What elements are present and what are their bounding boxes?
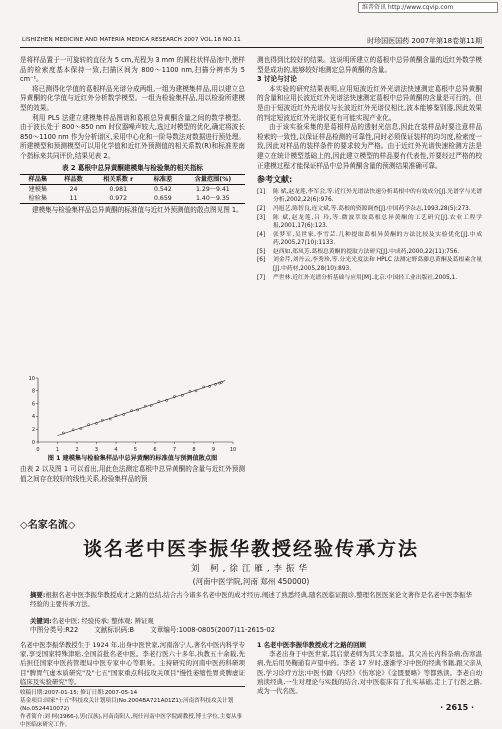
paragraph: 由表 2 以及图 1 可以看出,用此色法测定葛根中总异黄酮的含量与近红外预测值之间存在较好的线性关系,检验集样品的预: [20, 465, 245, 483]
footnote-line: 收稿日期:2007-01-15; 修订日期:2007-05-14: [20, 690, 138, 696]
table-cell: 0.972: [109, 195, 128, 203]
footnote: [20, 686, 245, 729]
y-tick-label: 8: [31, 388, 35, 395]
reference-item: [257, 188, 482, 205]
reference-item: [257, 248, 482, 257]
watermark: 维普资讯 http://www.cqvip.com: [358, 2, 498, 13]
reference-item: [257, 274, 482, 283]
abstract: [30, 591, 472, 609]
paragraph: 将已测得化学值的葛根样品光谱分成两组,一组为建模集样品,用以建立总异黄酮的化学值与近红外分析数学模型。一组为检验集样品,用以检验所建模型的效果。: [20, 84, 245, 112]
section-heading: 1 名老中医李振华教授成才之路的回顾: [257, 641, 366, 649]
left-column: [20, 56, 245, 216]
footnote-line: 作者简介:刘 柯(1966-),男(汉族),河南南阳人,现任河南中医学院副教授,博士学位,主要从事中医临床研究工作。: [20, 714, 243, 728]
references-heading: 参考文献:: [257, 175, 293, 185]
reference-text: 陈 斌,赵龙莲,吕 玲,等.微波萃取葛根总异黄酮的工艺研究[J].农业工程学报,2001,17(6):123.: [273, 214, 482, 230]
article-title: 谈名老中医李振华教授经验传承方法: [82, 538, 419, 560]
reference-number: [5]: [257, 248, 266, 255]
reference-number: [2]: [257, 205, 266, 212]
keywords: [30, 617, 472, 626]
table-cell: 0.659: [154, 195, 172, 203]
scatter-chart: [24, 374, 239, 454]
abstract-text: 根据名老中医李振华教授成才之路的总结,结合古今诸多名老中医的成才经历,阐述了熟悉经典,随名医临证跟诊,整理名医医案论文著作是名老中医李振华经验的主要传承方法。: [30, 591, 473, 609]
x-tick-label: 0: [36, 447, 40, 453]
reference-text: 张梦军,吴世家,李雪芸.几种提取葛根异黄酮的方法比较及实验优化[J].中成药,2005,27(10):1133.: [273, 231, 482, 247]
right-column: [257, 56, 482, 282]
x-tick-label: 6: [153, 447, 157, 453]
clc-number: 中图分类号:R22: [30, 626, 79, 634]
y-tick-label: 10: [28, 375, 35, 382]
y-tick-label: 4: [31, 414, 35, 421]
table-cell: 1.40～9.35: [195, 195, 230, 203]
y-tick-label: 2: [31, 427, 35, 433]
keywords-text: 名老中医; 经验传承; 整体观; 辨证观: [51, 617, 154, 625]
body-left-column: 名老中医李振华教授生于 1924 年,出身中医世家,河南洛宁人,著名中医内科学专家,享受国家特殊津贴,全国首批名老中医。李老行医六十多年,执教五十余载,先后担任国家中医药管理局中医专家中心等职务。主持研究的河南中医药科研项目"脾胃气虚本质研究"及"七五"国家重点科技攻关项目"慢性萎缩性胃炎脾虚证临床及实验研究"等。: [20, 641, 245, 686]
author-affiliation: (河南中医学院,河南 郑州 450000): [192, 577, 310, 586]
table-cell: 11: [69, 195, 78, 203]
table-header: 相关系数 r: [103, 176, 134, 184]
reference-item: [257, 256, 482, 273]
data-table: [20, 174, 245, 204]
footnote-line: 基金项目:国家"十五"科技攻关计划项目(No.2004BA721A01Z1);河南省科技攻关计划(No.0524410072): [20, 698, 234, 712]
section-heading: 3 讨论与讨论: [257, 75, 297, 84]
header-chinese: 时珍国医国药 2007年第18卷第11期: [367, 37, 482, 45]
column-label: ◇名家名流◇: [20, 520, 76, 531]
reference-number: [7]: [257, 274, 266, 281]
references-list: [257, 188, 482, 283]
table-cell: 建模集: [28, 186, 48, 194]
reference-item: [257, 205, 482, 214]
keywords-label: 关键词:: [30, 617, 52, 625]
paragraph: 李老出身于中医世家,其启蒙老师为其父李景德。其父善长内科杂病,伤寒温病,先后用吴鞠通有声望中药。李老 17 岁时,逐渐学习中医的经典书籍,跟父亲从医,学习诊疗方法;中医书籍《内经》《伤寒论》《金匮要略》等都熟读。李老自幼熟读经典,一生对理论与实践的结合,对中医临床有了扎实基础,走上了行医之路,成为一代名医。: [257, 650, 482, 696]
x-tick-label: 5: [133, 447, 138, 453]
reference-text: 赵西如,郑凤芳.葛根总黄酮的提取方法研究[J].中成药,2000,22(11):756.: [273, 248, 460, 255]
article-number: 文章编号:1008-0805(2007)11-2615-02: [150, 626, 275, 634]
reference-number: [4]: [257, 231, 266, 238]
x-tick-label: 9: [211, 447, 216, 453]
x-tick-label: 3: [94, 447, 99, 453]
document-code: 文献标识码:B: [94, 626, 134, 634]
figure-caption: 图 1 建模集与检验集样品中总异黄酮的标准值与预测值散点图: [47, 455, 218, 462]
header-english: LISHIZHEN MEDICINE AND MATERIA MEDICA RESEARCH 2007 VOL.18 NO.11: [22, 37, 241, 43]
table-title: 表 2 葛根中总异黄酮建模集与检验集的相关指标: [61, 163, 204, 172]
classification-line: [30, 626, 472, 635]
table-header: 含量范围(%): [194, 176, 232, 184]
reference-number: [6]: [257, 257, 266, 264]
table-cell: 1.29～9.41: [195, 186, 230, 194]
x-tick-label: 8: [192, 447, 196, 453]
x-tick-label: 2: [75, 447, 79, 453]
reference-text: 刘金芹,刘丹云,李秀珍,等.分光光度法和 HPLC 法测定野葛藤总黄酮及葛根素含量[J].中药材,2005,28(10):893.: [273, 257, 482, 273]
fit-line: [58, 381, 226, 436]
y-tick-label: 6: [31, 401, 35, 408]
reference-text: 严世林.近红外光谱分析基础与应用[M].北京:中国轻工业出版社,2005,1.: [273, 274, 458, 281]
reference-text: 陈 斌,赵龙莲,李军会,等.近红外光谱法快速分析葛根中的有效成分[J].光谱学与光谱分析,2002,22(6):976.: [273, 188, 482, 204]
table-header: 样品数: [64, 176, 83, 184]
x-tick-label: 4: [114, 447, 118, 453]
reference-item: [257, 231, 482, 248]
y-tick-label: 0: [31, 439, 35, 446]
table-row: [20, 185, 245, 195]
table-row: [20, 194, 245, 204]
x-tick-label: 1: [55, 447, 60, 453]
reference-text: 冯旭艺,陈智良,连文斌,等.葛根的资源调查[J].中国药学杂志,1993,28(5):273.: [273, 205, 471, 212]
paragraph: 建模集与检验集样品总异黄酮的标准值与近红外预测值的散点图见图 1。: [32, 206, 243, 215]
running-header: [20, 36, 484, 48]
article-authors: 刘 柯,徐江雁,李振华: [190, 564, 312, 574]
paragraph: 是将样品置于一可旋转的直径为 5 cm,光程为 3 mm 的圆柱状样品池中,使样品的检索度基本保持一致,扫描区间为 800～1100 nm,扫描分辨率为 5 cm⁻¹。: [20, 56, 245, 84]
reference-number: [1]: [257, 188, 266, 195]
paragraph: 本实验的研究结果表明,应用短波近红外光谱法快速测定葛根中总异黄酮的含量和应用长波近红外光谱法快速测定葛根中总异黄酮的含量是可行的。但是由于短波近红外光谱仪与长波近红外光谱仪相比,波本能够鉴别器,因此效果的判定短波近红外光谱仪更有可能实现产业化。: [257, 84, 482, 122]
table-cell: 24: [69, 186, 78, 194]
table-header: 样品集: [28, 176, 48, 184]
x-tick-label: 10: [229, 447, 237, 453]
table-cell: 0.981: [109, 186, 128, 194]
x-tick-label: 7: [172, 447, 177, 453]
reference-item: [257, 214, 482, 231]
table-cell: 0.542: [154, 186, 172, 194]
body-right-column: [257, 641, 482, 696]
table-header: 标准差: [153, 176, 173, 184]
table-cell: 检验集: [28, 195, 48, 203]
table-header-row: [20, 175, 245, 185]
paragraph: 由于该实验采集的是葛根样品的透射光信息,因此在装样品时要注意样品检索的一致性,以保证样品检测的可靠性,同时必须保证装样的均匀度,检索度一致,因此对样品的装样条件的要求较为严格。由于近红外光谱快速检测方法是建立在统计模型基础上的,因此建立模型的样品要有代表性,并要经过严格的校正建模过程才能保证样品中总异黄酮含量的预测结果准确可靠。: [257, 123, 482, 170]
reference-number: [3]: [257, 214, 266, 221]
paragraph: 测也得到比较好的结果。这说明所建立的葛根中总异黄酮含量的近红外数学模型是成功的,能够较好地测定总异黄酮的含量。: [257, 56, 482, 74]
paragraph: 利用 PLS 法建立建模集样品图谱和葛根总异黄酮含量之间的数学模型。由于波长处于 800～850 nm 时仪器噪声较大,选过对模型的优化,确定将波长 850～1100 nm 作为分析谱区,采用中心化和一阶导数法对数据进行预处理。所建模型和预测模型可以用化学值和近红外预测值的相关系数(R)和标准差南个指标来共同评价,结果见表 2。: [20, 113, 245, 160]
page-number: · 2615 ·: [440, 703, 474, 712]
abstract-label: 摘要:: [30, 591, 46, 599]
